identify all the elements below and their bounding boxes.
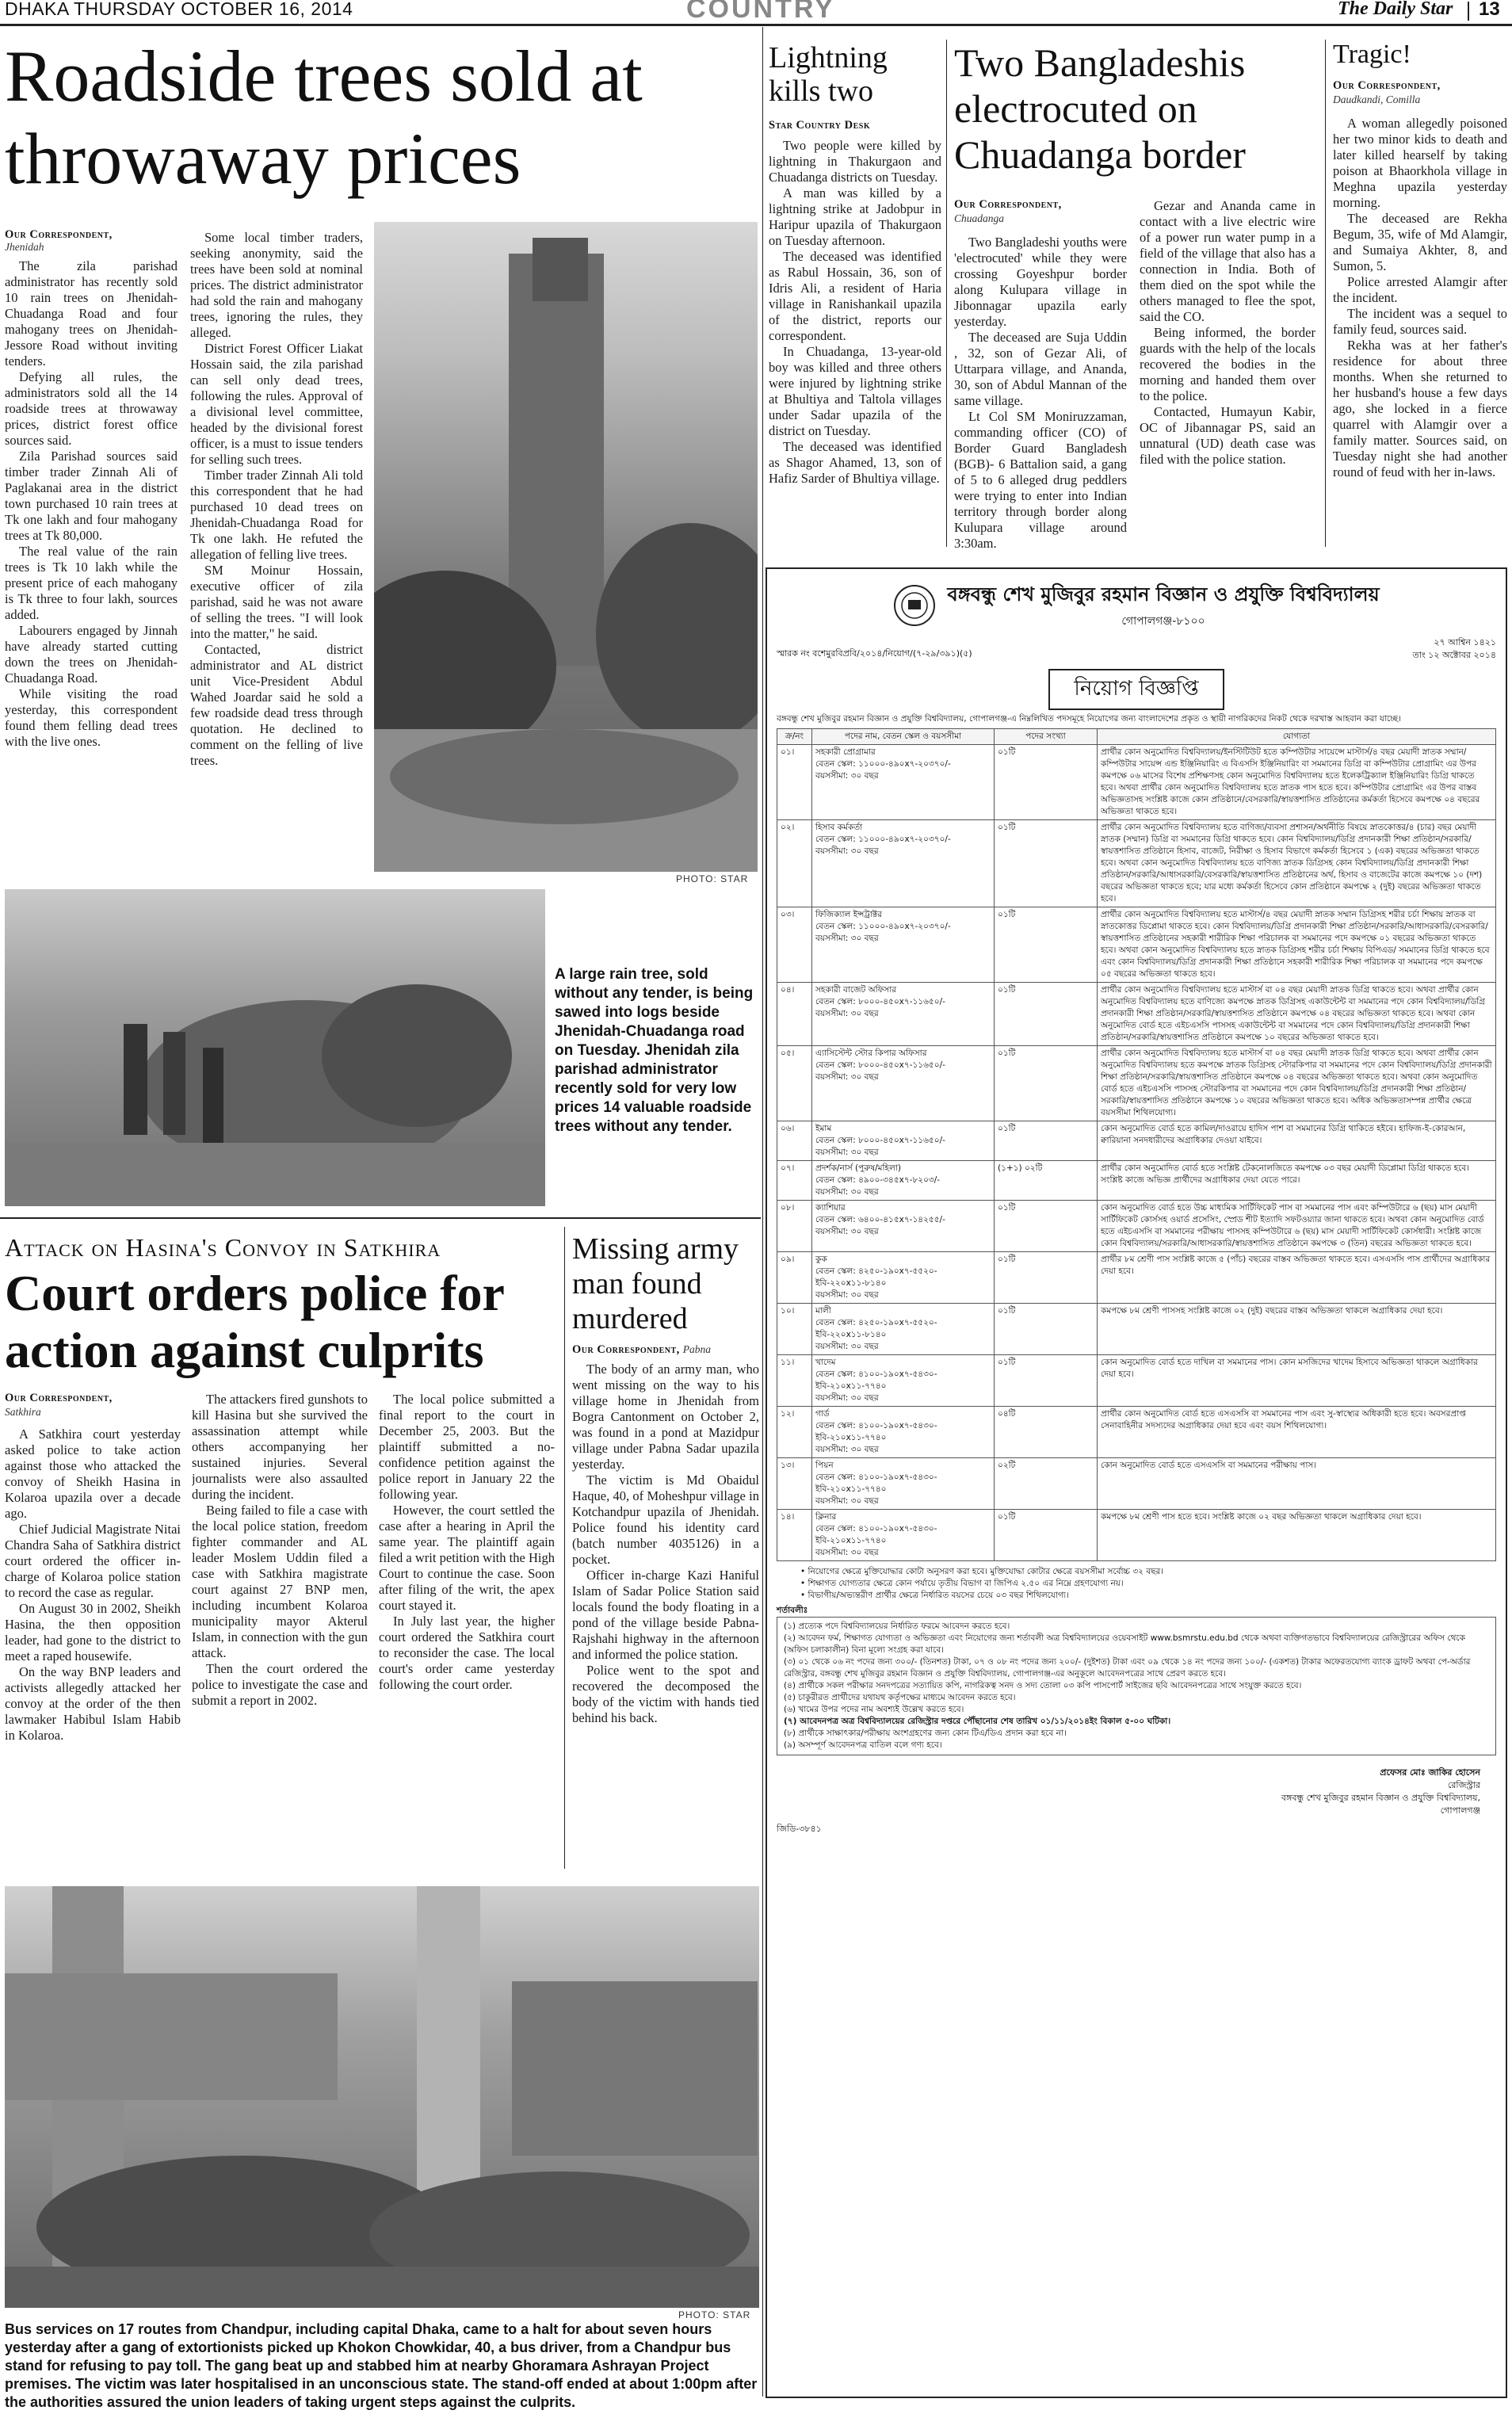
table-row [777, 983, 1496, 1046]
post-scale: বেতন স্কেল: ৪১০০-১৯০x৭-৫৪৩০-ইবি-২১০x১১-৭৭৪০ [815, 1421, 937, 1442]
post-post: ক্লিনার [815, 1512, 837, 1522]
post-post: ক্যাশিয়ার [815, 1203, 846, 1213]
story1-body-col1 [5, 258, 178, 829]
paragraph: Being informed, the border guards with the help of the locals recovered the bodies in the morning and handed them over to the police. [1140, 325, 1315, 403]
table-header: যোগ্যতা [1098, 729, 1496, 745]
story5-headline: Court orders police for action against culprits [5, 1265, 504, 1378]
story6-byline: Our Correspondent, [572, 1343, 680, 1356]
paragraph: Rekha was at her father's residence for about three months. When she returned to her husband's house a few days ago, she locked in a fierce quarrel with Alamgir over a family matter. Sources said, on Tuesday night she had another round of feud with her in-laws. [1333, 338, 1507, 479]
table-row [777, 1121, 1496, 1161]
paragraph: Police went to the spot and recovered the decomposed the body of the victim with hands tied behind his back. [572, 1663, 759, 1725]
story3-byline: Our Correspondent, [954, 198, 1062, 211]
paragraph: Being failed to file a case with the local police station, freedom fighter commander and AL leader Moslem Uddin filed a case with Satkhira magistrate court against 27 BNP men, including incumbent Kolaroa municipality mayor Akterul Islam, in connection with the gun attack. [192, 1503, 368, 1660]
paragraph: However, the court settled the case after a hearing in April the same year. The plaintiff again filed a writ petition with the High Court to continue the case. Soon after filing of the writ, the apex court stayed it. [379, 1503, 555, 1613]
positions-table [777, 728, 1496, 1561]
post-age: বয়সসীমা: ৩০ বছর [815, 1290, 879, 1300]
paragraph: The deceased was identified as Rabul Hossain, 36, son of Idris Ali, a resident of Haria village in Ranishankail upazila of the district, reports our correspondent. [769, 249, 941, 343]
story6-body [572, 1362, 759, 1869]
date-english: তাং ১২ অক্টোবর ২০১৪ [1412, 650, 1496, 660]
post-count: ০১টি [995, 1121, 1098, 1161]
table-row [777, 820, 1496, 907]
table-row [777, 1510, 1496, 1561]
post-age: বয়সসীমা: ৩০ বছর [815, 846, 879, 856]
tree-photo-illustration [374, 222, 758, 872]
row-number: ১১। [777, 1355, 812, 1407]
post-count: (১+১) ০২টি [995, 1161, 1098, 1201]
row-number: ১৩। [777, 1458, 812, 1510]
post-post: সহকারী প্রোগ্রামার [815, 747, 876, 757]
paragraph: The deceased are Suja Uddin , 32, son of Gezar Ali, of Uttarpara village, and Ananda, 30, son of Abdul Mannan of the same village. [954, 330, 1127, 408]
story6-dateline: Pabna [682, 1343, 712, 1355]
post-count: ০১টি [995, 1355, 1098, 1407]
sawing-photo [5, 889, 545, 1206]
paragraph: The body of an army man, who went missing on the way to his village home in Jhenidah from Bogra Cantonment on October 2, was found in a pond at Mazidpur village under Pabna Sadar upazila yesterday. [572, 1362, 759, 1472]
paragraph: The zila parishad administrator has recently sold 10 rain trees on Jhenidah-Chuadanga Road and four mahogany trees on Jhenidah-Jessore Road without inviting tenders. [5, 258, 178, 369]
story1-body-col2 [190, 230, 363, 832]
post-scale: বেতন স্কেল: ৪৯০০-৩৪৫x৭-৮২০৩/- [815, 1175, 941, 1185]
paragraph: Some local timber traders, seeking anonymity, said the trees have been sold at nominal prices. The district administrator had sold the rain and mahogany trees, ignoring the rules, they alleged. [190, 230, 363, 340]
paragraph: Then the court ordered the police to investigate the case and submit a report in 2002. [192, 1661, 368, 1708]
term-item: (৯) অসম্পূর্ণ আবেদনপত্র বাতিল বলে গণ্য হবে। [784, 1740, 942, 1750]
advert-bullet: • শিক্ষাগত যোগ্যতার ক্ষেত্রে কোন পর্যায়ে তৃতীয় বিভাগ বা জিপিএ ২.৫০ এর নিম্নে গ্রহণযোগ্য নয়। [800, 1579, 1124, 1588]
story5-body-col1 [5, 1427, 181, 1870]
table-row [777, 1201, 1496, 1252]
row-number: ০৩। [777, 907, 812, 983]
post-post: মালী [815, 1306, 831, 1316]
row-number: ০৬। [777, 1121, 812, 1161]
paragraph: Two Bangladeshi youths were 'electrocuted' while they were crossing Goyeshpur border along Kulupara village in Jibonnagar upazila early yesterday. [954, 235, 1127, 329]
post-scale: বেতন স্কেল: ৮০০০-৪৫০x৭-১১৬৫০/- [815, 997, 945, 1006]
post-post: সহকারী বাজেট অফিসার [815, 985, 897, 995]
table-row [777, 745, 1496, 820]
memo-number: স্মারক নং বশেমুরবিপ্রবি/২০১৪/নিয়োগ/(৭-২৯/৩৯১)(৫) [777, 648, 972, 659]
story5-byline: Our Correspondent, [5, 1392, 113, 1404]
post-scale: বেতন স্কেল: ৪১০০-১৯০x৭-৫৪৩০-ইবি-২১০x১১-৭৭৪০ [815, 1472, 937, 1494]
post-age: বয়সসীমা: ৩০ বছর [815, 1187, 879, 1197]
post-cell [812, 1252, 995, 1304]
post-cell [812, 1046, 995, 1121]
advert-intro: বঙ্গবন্ধু শেখ মুজিবুর রহমান বিজ্ঞান ও প্রযুক্তি বিশ্ববিদ্যালয়, গোপালগঞ্জ-এ নিম্নলিখিত পদসমূহে নিয়োগের জন্য বাংলাদেশের প্রকৃত ও স্থায়ী নাগরিকদের নিকট থেকে দরখাস্ত আহবান করা যাচ্ছে। [777, 714, 1401, 724]
post-age: বয়সসীমা: ৩০ বছর [815, 934, 879, 943]
signatory-name: প্রফেসর মোঃ জাকির হোসেন [1380, 1767, 1480, 1778]
post-cell [812, 820, 995, 907]
paragraph: Two people were killed by lightning in Thakurgaon and Chuadanga districts on Tuesday. [769, 138, 941, 185]
row-number: ০৯। [777, 1252, 812, 1304]
story4-headline: Tragic! [1333, 40, 1411, 69]
story1-byline: Our Correspondent, [5, 228, 113, 241]
table-row [777, 1407, 1496, 1458]
post-count: ০৪টি [995, 1407, 1098, 1458]
post-post: প্রদর্শক/নার্স (পুরুষ/মহিলা) [815, 1163, 901, 1173]
qualification: প্রার্থীর কোন অনুমোদিত বোর্ড হতে এসএসসি বা সমমানের পাস এবং সু-স্বাস্থ্যের অধিকারী হতে হবে। অবসরপ্রাপ্ত সেনাবাহিনীর সদস্যদের অগ্রাধিকার দেয়া হবে এবং বয়স শিথিলযোগ্য। [1098, 1407, 1496, 1458]
paragraph: Contacted, district administrator and AL district unit Vice-President Abdul Wahed Joardar said he sold a few roadside dead tress through quotation. He declined to comment on the felling of live trees. [190, 642, 363, 768]
post-cell [812, 1510, 995, 1561]
paragraph: The deceased are Rekha Begum, 35, wife of Md Alamgir, and Sumaiya Akhter, 8, and Sumon, 5. [1333, 211, 1507, 273]
post-scale: বেতন স্কেল: ৬৪০০-৪১৫x৭-১৪২৫৫/- [815, 1215, 945, 1224]
paragraph: A Satkhira court yesterday asked police to take action against those who attacked the convoy of Sheikh Hasina in Kolaroa upazila over a decade ago. [5, 1427, 181, 1521]
qualification: প্রার্থীর কোন অনুমোদিত বোর্ড হতে সংশ্লিষ্ট টেকনোলজিতে কমপক্ষে ০৩ বছর মেয়াদী ডিপ্লোমা ডিগ্রি থাকতে হবে। সংশ্লিষ্ট কাজে অভিজ্ঞ প্রার্থীদের অগ্রাধিকার দেয়া যেতে পারে। [1098, 1161, 1496, 1201]
paragraph: The victim is Md Obaidul Haque, 40, of Moheshpur village in Kotchandpur upazila of Jhenidah. Police found his identity card (batch number 4035126) in a pocket. [572, 1472, 759, 1567]
terms-title: শর্তাবলীঃ [777, 1606, 808, 1615]
paragraph: While visiting the road yesterday, this correspondent found them felling dead trees with the live ones. [5, 686, 178, 749]
paragraph: On August 30 in 2002, Sheikh Hasina, the then opposition leader, had gone to the district to meet a raped housewife. [5, 1601, 181, 1663]
university-location: গোপালগঞ্জ-৮১০০ [1121, 615, 1205, 628]
post-scale: বেতন স্কেল: ৪২৫০-১৯০x৭-৫৫২০-ইবি-২২০x১১-৮১৪০ [815, 1318, 937, 1339]
row-number: ১০। [777, 1304, 812, 1355]
post-count: ০১টি [995, 820, 1098, 907]
post-post: গার্ড [815, 1409, 830, 1419]
story1-dateline: Jhenidah [5, 241, 44, 253]
post-count: ০১টি [995, 1510, 1098, 1561]
story1-headline: Roadside trees sold at throwaway prices [5, 36, 643, 199]
term-item: (৬) খামের উপর পদের নাম অবশ্যই উল্লেখ করতে হবে। [784, 1705, 964, 1714]
qualification: প্রার্থীর কোন অনুমোদিত বিশ্ববিদ্যালয় হতে মাস্টার্স বা ০৪ বছর মেয়াদী স্নাতক ডিগ্রি থাকতে হবে। অথবা প্রার্থীর কোন অনুমোদিত বিশ্ববিদ্যালয় হতে বাণিজ্যে কমপক্ষে স্নাতক ডিগ্রিসহ একাউন্টেন্ট বা সমমানের পদে কোন বিশ্ববিদ্যালয়/ডিগ্রি প্রদানকারী শিক্ষা প্রতিষ্ঠান/সরকারি/স্বায়ত্তশাসিত প্রতিষ্ঠানে কমপক্ষে ০৪ বছরের অভিজ্ঞতা থাকতে হবে। অথবা কোন অনুমোদিত বোর্ড হতে এইচএসসি পাসসহ একাউন্টেন্ট বা সমমানের পদে কোন বিশ্ববিদ্যালয়/ডিগ্রি প্রদানকারী শিক্ষা প্রতিষ্ঠান/সরকারি/স্বায়ত্তশাসিত প্রতিষ্ঠানে কমপক্ষে ১০ বছরের অভিজ্ঞতা থাকতে হবে। [1098, 983, 1496, 1046]
post-cell [812, 983, 995, 1046]
paragraph: Defying all rules, the administrators sold all the 14 roadside trees at throwaway prices, district forest office sources said. [5, 369, 178, 448]
story3-dateline: Chuadanga [954, 212, 1005, 224]
story6-headline: Missing army man found murdered [572, 1232, 739, 1335]
page-number: 13 [1479, 0, 1500, 20]
post-count: ০১টি [995, 1252, 1098, 1304]
story1-caption: A large rain tree, sold without any tender, is being sawed into logs beside Jhenidah-Chuadanga road on Tuesday. Jhenidah zila parishad administrator recently sold for very low prices 14 valuable roadside trees without any tender. [555, 966, 754, 1135]
date-bangla: ২৭ আশ্বিন ১৪২১ [1434, 637, 1496, 647]
post-age: বয়সসীমা: ৩০ বছর [815, 1445, 879, 1454]
story5-body-col3 [379, 1392, 555, 1867]
story3-headline: Two Bangladeshis electrocuted on Chuadanga border [954, 40, 1246, 177]
post-scale: বেতন স্কেল: ৮০০০-৪৫০x৭-১১৬৫০/- [815, 1060, 945, 1070]
tree-photo [374, 222, 758, 872]
post-cell [812, 1407, 995, 1458]
story4-byline: Our Correspondent, [1333, 79, 1441, 92]
term-item: (২) আবেদন ফর্ম, শিক্ষাগত যোগ্যতা ও অভিজ্ঞতা এবং নিয়োগের জন্য শর্তাবলী অত্র বিশ্ববিদ্যালয়ের ওয়েবসাইট www.bsmrstu.edu.bd থেকে অথবা ব্যক্তিগতভাবে বিশ্ববিদ্যালয়ের রেজিস্ট্রারের অফিস থেকে (অফিস চলাকালীন) বিনা মূল্যে সংগ্রহ করা যাবে। [784, 1633, 1465, 1655]
story3-body-col2 [1140, 198, 1315, 547]
table-row [777, 1355, 1496, 1407]
term-item: (৭) আবেদনপত্র অত্র বিশ্ববিদ্যালয়ের রেজিস্ট্রার দপ্তরে পৌঁছানোর শেষ তারিখ ০১/১১/২০১৪ইং বিকাল ৫-০০ ঘটিকা। [784, 1717, 1171, 1726]
post-count: ০১টি [995, 1201, 1098, 1252]
table-row [777, 1458, 1496, 1510]
table-row [777, 1304, 1496, 1355]
qualification: প্রার্থীর কোন অনুমোদিত বিশ্ববিদ্যালয়/ইনস্টিটিউট হতে কম্পিউটার সায়েন্সে মাস্টার্স/৪ বছর মেয়াদী স্নাতক সম্মান/কম্পিউটার সায়েন্স এন্ড ইঞ্জিনিয়ারিং এ বিএসসি ইঞ্জিনিয়ারিং বা সমমানের ডিগ্রি বা কম্পিউটার প্রোগ্রামিং এর উপর কমপক্ষে ০৬ মাসের বিশেষ প্রশিক্ষণসহ কোন অনুমোদিত বিশ্ববিদ্যালয় হতে ইলেকট্রিক্যাল ইঞ্জিনিয়ারিং ডিগ্রি থাকতে হবে। অথবা প্রার্থীর কোন অনুমোদিত বিশ্ববিদ্যালয় হতে স্নাতক পাস হতে হবে। কম্পিউটার প্রোগ্রামিং এর উপর বাস্তব অভিজ্ঞতাসহ সংশ্লিষ্ট কাজে কোন প্রতিষ্ঠানে/বেসরকারি/স্বায়ত্তশাসিত প্রতিষ্ঠানের কর্মকর্তা হিসেবে কমপক্ষে ০৪ বছরের অভিজ্ঞতা থাকতে হবে। [1098, 745, 1496, 820]
advert-title: নিয়োগ বিজ্ঞপ্তি [1048, 669, 1224, 710]
post-cell [812, 1458, 995, 1510]
story4-dateline: Daudkandi, Comilla [1333, 94, 1421, 105]
post-count: ০১টি [995, 745, 1098, 820]
post-age: বয়সসীমা: ৩০ বছর [815, 1072, 879, 1082]
paragraph: Officer in-charge Kazi Haniful Islam of Sadar Police Station said locals found the body floating in a pond of the village beside Pabna-Rajshahi highway in the afternoon and informed the police station. [572, 1568, 759, 1662]
signatory-org: বঙ্গবন্ধু শেখ মুজিবুর রহমান বিজ্ঞান ও প্রযুক্তি বিশ্ববিদ্যালয়, গোপালগঞ্জ [1281, 1793, 1480, 1816]
qualification: কমপক্ষে ৮ম শ্রেণী পাসসহ সংশ্লিষ্ট কাজে ০২ (দুই) বছরের বাস্তব অভিজ্ঞতা থাকলে অগ্রাধিকার দেয়া হবে। [1098, 1304, 1496, 1355]
qualification: কোন অনুমোদিত বোর্ড হতে দাখিল বা সমমানের পাস। কোন মসজিদের খাদেম হিসাবে অভিজ্ঞতা থাকলে অগ্রাধিকার দেয়া হবে। [1098, 1355, 1496, 1407]
paragraph: SM Moinur Hossain, executive officer of zila parishad, said he was not aware of selling the trees. "I will look into the matter," he said. [190, 563, 363, 641]
paragraph: District Forest Officer Liakat Hossain said, the zila parishad can sell only dead trees, following the rules. Approval of a divisional level committee, headed by the divisional forest officer, is a must to issue tenders for selling such trees. [190, 341, 363, 467]
post-cell [812, 1355, 995, 1407]
story5-kicker: Attack on Hasina's Convoy in Satkhira [5, 1233, 441, 1262]
bus-stand-photo-illustration [5, 1886, 759, 2308]
story5-dateline: Satkhira [5, 1406, 41, 1418]
paragraph: Chief Judicial Magistrate Nitai Chandra Saha of Satkhira district court ordered the officer in-charge of Kolaroa police station to record the case as regular. [5, 1522, 181, 1600]
post-age: বয়সসীমা: ৩০ বছর [815, 1148, 879, 1157]
story2-headline: Lightning kills two [769, 41, 888, 108]
term-item: (৪) প্রার্থীকে সকল পরীক্ষার সনদপত্রের সত্যায়িত কপি, নাগরিকত্ব সনদ ও সদ্য তোলা ০৩ কপি পাসপোর্ট সাইজের ছবি আবেদনপত্রের সাথে সংযুক্ত করতে হবে। [784, 1681, 1302, 1690]
advert-bullet: • বিভাগীয়/অভ্যন্তরীণ প্রার্থীর ক্ষেত্রে নির্ধারিত বয়সের চেয়ে ০৩ বছর শিথিলযোগ্য। [800, 1591, 1069, 1600]
paragraph: The deceased was identified as Shagor Ahamed, 13, son of Hafiz Sarder of Bhultiya village. [769, 439, 941, 486]
story4-body [1333, 116, 1507, 548]
paragraph: The incident was a sequel to family feud, sources said. [1333, 306, 1507, 337]
post-post: ফিজিক্যাল ইন্সট্রাক্টর [815, 910, 883, 919]
paragraph: In July last year, the higher court ordered the Satkhira court to reconsider the case. The local court's order came yesterday following the court order. [379, 1614, 555, 1692]
post-cell [812, 1201, 995, 1252]
post-cell [812, 1304, 995, 1355]
post-scale: বেতন স্কেল: ৪১০০-১৯০x৭-৫৪৩০-ইবি-২১০x১১-৭৭৪০ [815, 1369, 937, 1391]
advert-ref-code: জিডি-৩৮৪১ [777, 1824, 822, 1834]
post-scale: বেতন স্কেল: ১১০০০-৪৯০x৭-২০৩৭০/- [815, 922, 951, 931]
recruitment-advert [766, 567, 1507, 2398]
post-count: ০১টি [995, 983, 1098, 1046]
row-number: ১৪। [777, 1510, 812, 1561]
story2-body [769, 138, 941, 550]
header-dateline: DHAKA THURSDAY OCTOBER 16, 2014 [5, 0, 353, 19]
story1-photo-credit: PHOTO: STAR [676, 873, 749, 884]
university-name: বঙ্গবন্ধু শেখ মুজিবুর রহমান বিজ্ঞান ও প্রযুক্তি বিশ্ববিদ্যালয় [947, 583, 1380, 605]
post-post: কুক [815, 1255, 827, 1264]
paragraph: The local police submitted a final report to the court in December 25, 2003. But the plaintiff submitted a no-confidence petition against the police report in January 22 the following year. [379, 1392, 555, 1502]
post-post: ইমাম [815, 1124, 832, 1133]
qualification: প্রার্থীর ৮ম শ্রেণী পাস সংশ্লিষ্ট কাজে ৫ (পাঁচ) বছরের বাস্তব অভিজ্ঞতা থাকতে হবে। এসএসসি পাস প্রার্থীদের অগ্রাধিকার দেয়া হবে। [1098, 1252, 1496, 1304]
paragraph: The attackers fired gunshots to kill Hasina but she survived the assassination attempt while others accompanying her sustained injuries. Several journalists were also assaulted during the incident. [192, 1392, 368, 1502]
post-count: ০২টি [995, 1458, 1098, 1510]
post-post: হিসাব কর্মকর্তা [815, 823, 863, 832]
row-number: ০৮। [777, 1201, 812, 1252]
post-count: ০১টি [995, 1304, 1098, 1355]
post-age: বয়সসীমা: ৩০ বছর [815, 1342, 879, 1351]
row-number: ০২। [777, 820, 812, 907]
paragraph: On the way BNP leaders and activists allegedly attacked her convoy at the order of the then lawmaker Habibul Islam Habib in Kolaroa. [5, 1664, 181, 1743]
qualification: প্রার্থীর কোন অনুমোদিত বিশ্ববিদ্যালয় হতে মাস্টার্স বা ০৪ বছর মেয়াদী স্নাতক ডিগ্রি থাকতে হবে। অথবা প্রার্থীর কোন অনুমোদিত বিশ্ববিদ্যালয় হতে কমপক্ষে স্নাতক ডিগ্রিসহ স্টোরকিপার বা সমমানের পদে কোন বিশ্ববিদ্যালয়/ডিগ্রি প্রদানকারী শিক্ষা প্রতিষ্ঠান/সরকারি/স্বায়ত্তশাসিত প্রতিষ্ঠানে কমপক্ষে ০৪ বছরের অভিজ্ঞতা থাকতে হবে। অথবা কোন অনুমোদিত বোর্ড হতে এইচএসসি পাসসহ স্টোরকিপার বা সমমানের পদে কোন বিশ্ববিদ্যালয়/ডিগ্রি প্রদানকারী শিক্ষা প্রতিষ্ঠান/সরকারি/স্বায়ত্তশাসিত প্রতিষ্ঠানে কমপক্ষে ১০ বছরের অভিজ্ঞতা থাকতে হবে। অধিক অভিজ্ঞতাসম্পন্ন প্রার্থীর ক্ষেত্রে বয়সসীমা শিথিলযোগ্য। [1098, 1046, 1496, 1121]
post-post: এ্যাসিস্টেন্ট স্টোর কিপার অফিসার [815, 1048, 927, 1058]
row-number: ০৪। [777, 983, 812, 1046]
bottom-photo-caption: Bus services on 17 routes from Chandpur, including capital Dhaka, came to a halt for about seven hours yesterday after a gang of extortionists picked up Khokon Chowkidar, 40, a bus driver, from a Chandpur bus stand for refusing to pay toll. The gang beat up and stabbed him at nearby Ghoramara Ashrayan Project premises. The victim was later hospitalised in an unconscious state. The stand-off ended at about 1:00pm after the authorities assured the union leaders of taking urgent steps against the culprits. [5, 2321, 758, 2410]
table-header: ক্র/নং [777, 729, 812, 745]
qualification: কমপক্ষে ৮ম শ্রেণী পাস হতে হবে। সংশ্লিষ্ট কাজে ০২ বছর অভিজ্ঞতা থাকলে অগ্রাধিকার দেয়া হবে। [1098, 1510, 1496, 1561]
advert-bullet: • নিয়োগের ক্ষেত্রে মুক্তিযোদ্ধার কোটা অনুসরণ করা হবে। মুক্তিযোদ্ধা কোটার ক্ষেত্রে বয়সসীমা সর্বোচ্চ ৩২ বছর। [800, 1567, 1164, 1576]
paragraph: A woman allegedly poisoned her two minor kids to death and later killed hearself by taking poison at Bhaorkhola village in Meghna upazila yesterday morning. [1333, 116, 1507, 210]
bus-stand-photo [5, 1886, 759, 2308]
post-scale: বেতন স্কেল: ১১০০০-৪৯০x৭-২০৩৭০/- [815, 835, 951, 844]
paragraph: Contacted, Humayun Kabir, OC of Jibannagar PS, said an unnatural (UD) death case was filed with the police station. [1140, 404, 1315, 467]
table-row [777, 1046, 1496, 1121]
post-count: ০১টি [995, 1046, 1098, 1121]
paragraph: Zila Parishad sources said timber trader Zinnah Ali of Paglakanai area in the district town purchased 10 rain trees at Tk one lakh and four mahogany trees at Tk 80,000. [5, 449, 178, 543]
paragraph: A man was killed by a lightning strike at Jadobpur in Haripur upazila of Thakurgaon on Tuesday afternoon. [769, 185, 941, 248]
post-scale: বেতন স্কেল: ১১০০০-৪৯০x৭-২০৩৭০/- [815, 759, 951, 769]
signatory-role: রেজিস্ট্রার [1447, 1780, 1480, 1790]
post-cell [812, 745, 995, 820]
post-age: বয়সসীমা: ৩০ বছর [815, 1009, 879, 1018]
post-age: বয়সসীমা: ৩০ বছর [815, 1548, 879, 1557]
paragraph: In Chuadanga, 13-year-old boy was killed and three others were injured by lightning strike at Bhultiya and Taltola villages under Sadar upazila of the district on Tuesday. [769, 344, 941, 438]
paragraph: The real value of the rain trees is Tk 10 lakh while the present price of each mahogany is Tk three to four lakh, sources added. [5, 544, 178, 622]
qualification: প্রার্থীর কোন অনুমোদিত বিশ্ববিদ্যালয় হতে মাস্টার্স/৪ বছর মেয়াদী স্নাতক সম্মান ডিগ্রিসহ শরীর চর্চা শিক্ষায় স্নাতক বা স্নাতকোত্তর ডিপ্লোমা থাকতে হবে। কোন বিশ্ববিদ্যালয়/ডিগ্রি প্রদানকারী শিক্ষা প্রতিষ্ঠান/সরকারি/আধাসরকারি/বেসরকারি/স্বায়ত্তশাসিত প্রতিষ্ঠানের সহকারী শারীরিক শিক্ষা পরিচালক বা সমমানের পদে কমপক্ষে ০১ বছরের অভিজ্ঞতা থাকতে হবে। অথবা কোন অনুমোদিত বিশ্ববিদ্যালয় হতে স্নাতক ডিগ্রিসহ শরীর চর্চা শিক্ষায় বিপিএড/ সমমানের ডিগ্রি থাকতে হবে এবং কোন বিশ্ববিদ্যালয়/ডিগ্রি প্রদানকারী শিক্ষা প্রতিষ্ঠানে সহকারী শারীরিক শিক্ষা পরিচালক বা সমমানের পদে কমপক্ষে ০৫ বছরের অভিজ্ঞতা থাকতে হবে। [1098, 907, 1496, 983]
row-number: ০৭। [777, 1161, 812, 1201]
table-row [777, 907, 1496, 983]
post-age: বয়সসীমা: ৩০ বছর [815, 1227, 879, 1236]
bottom-photo-credit: PHOTO: STAR [678, 2309, 751, 2320]
row-number: ০৫। [777, 1046, 812, 1121]
post-cell [812, 907, 995, 983]
table-row [777, 1252, 1496, 1304]
post-cell [812, 1161, 995, 1201]
sawing-photo-illustration [5, 889, 545, 1206]
post-scale: বেতন স্কেল: ৪১০০-১৯০x৭-৫৪৩০-ইবি-২১০x১১-৭৭৪০ [815, 1524, 937, 1545]
term-item: (১) প্রত্যেক পদে বিশ্ববিদ্যালয়ের নির্ধারিত ফরমে আবেদন করতে হবে। [784, 1621, 1010, 1631]
term-item: (৫) চাকুরীরত প্রার্থীদের যথাযথ কর্তৃপক্ষের মাধ্যমে আবেদন করতে হবে। [784, 1693, 1016, 1702]
qualification: কোন অনুমোদিত বোর্ড হতে কামিল/দাওরায়ে হাদিস পাশ বা সমমানের ডিগ্রি থাকিতে হইবে। হাফিজ-ই-কোরআন, ক্বারিয়ানা সনদধারীদের অগ্রাধিকার দেওয়া যাইবে। [1098, 1121, 1496, 1161]
row-number: ০১। [777, 745, 812, 820]
paragraph: Police arrested Alamgir after the incident. [1333, 274, 1507, 305]
paragraph: Gezar and Ananda came in contact with a live electric wire of a power run water pump in a field of the village that also has a connection in India. Both of them died on the spot while the others managed to flee the spot, said the CO. [1140, 198, 1315, 324]
post-scale: বেতন স্কেল: ৮০০০-৪৫০x৭-১১৬৫০/- [815, 1136, 945, 1145]
section-name: COUNTRY [686, 0, 835, 24]
paragraph: Labourers engaged by Jinnah have already started cutting down the trees on Jhenidah-Chuadanga Road. [5, 623, 178, 686]
post-age: বয়সসীমা: ৩০ বছর [815, 1496, 879, 1506]
masthead-logo: The Daily Star [1338, 0, 1453, 19]
university-logo-icon [893, 584, 936, 627]
post-cell [812, 1121, 995, 1161]
post-age: বয়সসীমা: ৩০ বছর [815, 1393, 879, 1403]
post-scale: বেতন স্কেল: ৪২৫০-১৯০x৭-৫৫২০-ইবি-২২০x১১-৮১৪০ [815, 1266, 937, 1288]
qualification: কোন অনুমোদিত বোর্ড হতে উচ্চ মাধ্যমিক সার্টিফিকেট পাস বা সমমানের পাস এবং কম্পিউটারে ৬ (ছয়) মাস মেয়াদী সার্টিফিকেট কোর্সসহ ওয়ার্ড প্রসেসিং, স্প্রেড শীট ইত্যাদি সফটওয়্যার জানা থাকতে হবে। অথবা কোন অনুমোদিত বোর্ড হতে এইচএসসি বা সমমানের পরীক্ষায় পাসসহ কম্পিউটারে ৬ (ছয়) মাস মেয়াদী সার্টিফিকেট কোর্সধারী। সংশ্লিষ্ট কাজে কোন বিশ্ববিদ্যালয়/সরকারি/আধাসরকারি/স্বায়ত্তশাসিত প্রতিষ্ঠানে কমপক্ষে ৩ (তিন) বছরের অভিজ্ঞতা থাকতে হবে। [1098, 1201, 1496, 1252]
post-age: বয়সসীমা: ৩০ বছর [815, 771, 879, 781]
story3-body-col1 [954, 235, 1127, 552]
qualification: প্রার্থীর কোন অনুমোদিত বিশ্ববিদ্যালয় হতে বাণিজ্য/ব্যবসা প্রশাসন/অর্থনীতি বিষয়ে স্নাতকোত্তর/৪ (চার) বছর মেয়াদী স্নাতক (সম্মান) ডিগ্রি বা সমমানের ডিগ্রি থাকতে হবে। কোন বিশ্ববিদ্যালয়/ডিগ্রি প্রদানকারী শিক্ষা প্রতিষ্ঠান/সরকারি/স্বায়ত্তশাসিত প্রতিষ্ঠানে হিসাব, বাজেট, নিরীক্ষা ও হিসাব বিভাগে কর্মকর্তা হিসেবে ১ (এক) বছরের অভিজ্ঞতা থাকতে হবে। অথবা কোন অনুমোদিত বিশ্ববিদ্যালয় হতে বাণিজ্য স্নাতক ডিগ্রিসহ কোন বিশ্ববিদ্যালয়/ডিগ্রি প্রদানকারী শিক্ষা প্রতিষ্ঠান/সরকারি/আধাসরকারি/বেসরকারি/স্বায়ত্তশাসিত প্রতিষ্ঠানের অর্থ, হিসাব ও বাজেটের কাজে কমপক্ষে ১০ (দশ) বছরের অভিজ্ঞতা থাকতে হবে; যার মধ্যে কর্মকর্তা হিসেবে কোন প্রতিষ্ঠানে কমপক্ষে ২ (দুই) বছরের অভিজ্ঞতা থাকতে হবে। [1098, 820, 1496, 907]
story5-body-col2 [192, 1392, 368, 1867]
qualification: কোন অনুমোদিত বোর্ড হতে এসএসসি বা সমমানের পরীক্ষায় পাস। [1098, 1458, 1496, 1510]
post-post: পিয়ন [815, 1461, 834, 1470]
post-count: ০১টি [995, 907, 1098, 983]
story2-byline: Star Country Desk [769, 119, 871, 132]
row-number: ১২। [777, 1407, 812, 1458]
table-row [777, 1161, 1496, 1201]
table-header: পদের নাম, বেতন স্কেল ও বয়সসীমা [812, 729, 995, 745]
paragraph: Lt Col SM Moniruzzaman, commanding officer (CO) of Border Guard Bangladesh (BGB)- 6 Battalion said, a gang of 5 to 6 alleged drug peddlers were trying to enter into Indian territory through border along Kulupara village around 3:30am. [954, 409, 1127, 551]
paragraph: Timber trader Zinnah Ali told this correspondent that he had purchased 10 dead trees on Jhenidah-Chuadanga Road for Tk one lakh. He refuted the allegation of felling live trees. [190, 468, 363, 562]
post-post: খাদেম [815, 1358, 836, 1367]
table-header: পদের সংখ্যা [995, 729, 1098, 745]
term-item: (৩) ০১ থেকে ০৬ নং পদের জন্য ৩০০/- (তিনশত) টাকা, ০৭ ও ০৮ নং পদের জন্য ২০০/- (দুইশত) টাকা এবং ০৯ থেকে ১৪ নং পদের জন্য ১০০/- (একশত) টাকার অফেরতযোগ্য ব্যাংক ড্রাফট অথবা পে-অর্ডার রেজিস্ট্রার, বঙ্গবন্ধু শেখ মুজিবুর রহমান বিজ্ঞান ও প্রযুক্তি বিশ্ববিদ্যালয়, গোপালগঞ্জ-এর অনুকূলে আবেদনপত্রের সাথে প্রেরণ করতে হবে। [784, 1657, 1471, 1679]
term-item: (৮) প্রার্থীকে সাক্ষাৎকার/পরীক্ষায় অংশগ্রহণের জন্য কোন টিএ/ডিএ প্রদান করা হবে না। [784, 1728, 1067, 1738]
